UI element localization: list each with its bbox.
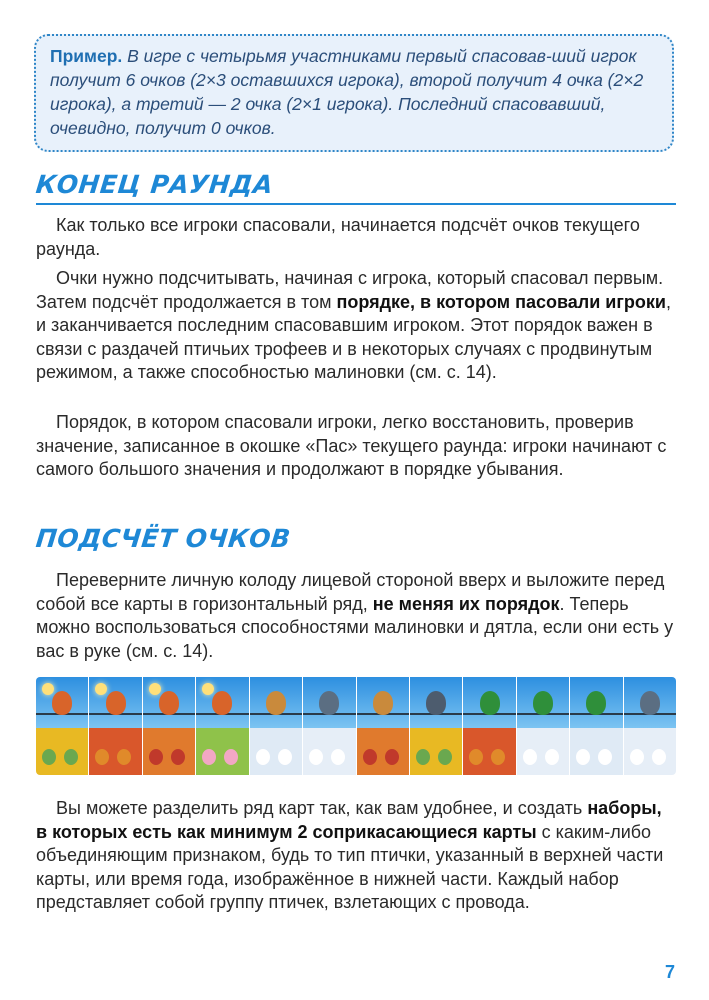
robin-icon	[212, 691, 232, 715]
robin-icon	[106, 691, 126, 715]
bird-card-owl	[357, 677, 410, 775]
bold-phrase: не меняя их порядок	[372, 593, 560, 614]
woodpecker-icon	[480, 691, 500, 715]
robin-icon	[159, 691, 179, 715]
tree-icon	[630, 749, 644, 765]
bird-card-robin	[196, 677, 249, 775]
tree-icon	[256, 749, 270, 765]
bird-card-pigeon	[410, 677, 463, 775]
tree-icon	[652, 749, 666, 765]
tree-icon	[416, 749, 430, 765]
example-lead: Пример.	[50, 46, 123, 66]
tree-icon	[363, 749, 377, 765]
tree-icon	[331, 749, 345, 765]
example-callout	[34, 34, 674, 152]
bird-card-robin	[143, 677, 196, 775]
tree-icon	[171, 749, 185, 765]
paragraph-pass-order: Порядок, в котором спасовали игроки, легко восстановить, проверив значение, записанное в окошке «Пас» текущего раунда: игроки начинают с самого большого значения и продолжают в порядке убывания.	[36, 412, 667, 480]
woodpecker-icon	[586, 691, 606, 715]
bird-card-robin	[89, 677, 142, 775]
tree-icon	[149, 749, 163, 765]
tree-icon	[309, 749, 323, 765]
bird-card-woodpecker	[463, 677, 516, 775]
bold-phrase: наборы, в которых есть как минимум 2 соприкасающиеся карты	[36, 798, 662, 842]
bird-card-robin	[36, 677, 89, 775]
section-heading-scoring: ПОДСЧЁТ ОЧКОВ	[34, 524, 293, 553]
woodpecker-icon	[533, 691, 553, 715]
bird-card-pigeon	[624, 677, 676, 775]
bird-card-woodpecker	[517, 677, 570, 775]
pigeon-icon	[640, 691, 660, 715]
example-text: В игре с четырьмя участниками первый спасовав-ший игрок получит 6 очков (2×3 оставшихся игрока), второй получит 4 очка (2×2 игрока), а третий — 2 очка (2×1 игрока). Последний спасовавший, очевидно, получит 0 очков.	[50, 46, 644, 138]
owl-icon	[373, 691, 393, 715]
tree-icon	[278, 749, 292, 765]
card-row-illustration	[36, 677, 676, 775]
paragraph-scoring-order: Очки нужно подсчитывать, начиная с игрока, который спасовал первым. Затем подсчёт продолжается в том порядке, в котором пасовали игроки, и заканчивается последним спасовавшим игроком. Этот порядок важен в связи с раздачей птичьих трофеев и в некоторых случаях с продвинутым режимом, а также способностью малиновки (см. с. 14).	[36, 268, 671, 383]
tree-icon	[385, 749, 399, 765]
paragraph-round-end-intro: Как только все игроки спасовали, начинается подсчёт очков текущего раунда.	[36, 215, 640, 259]
tree-icon	[523, 749, 537, 765]
pigeon-icon	[426, 691, 446, 715]
robin-icon	[52, 691, 72, 715]
bird-card-owl	[250, 677, 303, 775]
tree-icon	[64, 749, 78, 765]
sun-icon	[149, 683, 161, 695]
sun-icon	[42, 683, 54, 695]
tree-icon	[42, 749, 56, 765]
tree-icon	[438, 749, 452, 765]
bird-card-pigeon	[303, 677, 356, 775]
heading-underline	[36, 203, 676, 205]
pigeon-icon	[319, 691, 339, 715]
page-number: 7	[664, 962, 675, 982]
owl-icon	[266, 691, 286, 715]
tree-icon	[545, 749, 559, 765]
section-heading-round-end: КОНЕЦ РАУНДА	[34, 170, 275, 199]
bold-phrase: порядке, в котором пасовали игроки	[336, 291, 666, 312]
paragraph-card-sets: Вы можете разделить ряд карт так, как вам удобнее, и создать наборы, в которых есть как минимум 2 соприкасающиеся карты с каким-либо объединяющим признаком, будь то тип птички, указанный в верхней части карты, или время года, изображённое в нижней части. Каждый набор представляет собой группу птичек, взлетающих с провода.	[36, 798, 664, 913]
bird-card-woodpecker	[570, 677, 623, 775]
paragraph-lay-out-cards: Переверните личную колоду лицевой стороной вверх и выложите перед собой все карты в горизонтальный ряд, не меняя их порядок. Теперь можно воспользоваться способностями малиновки и дятла, если они есть у вас в руке (см. с. 14).	[36, 570, 674, 661]
